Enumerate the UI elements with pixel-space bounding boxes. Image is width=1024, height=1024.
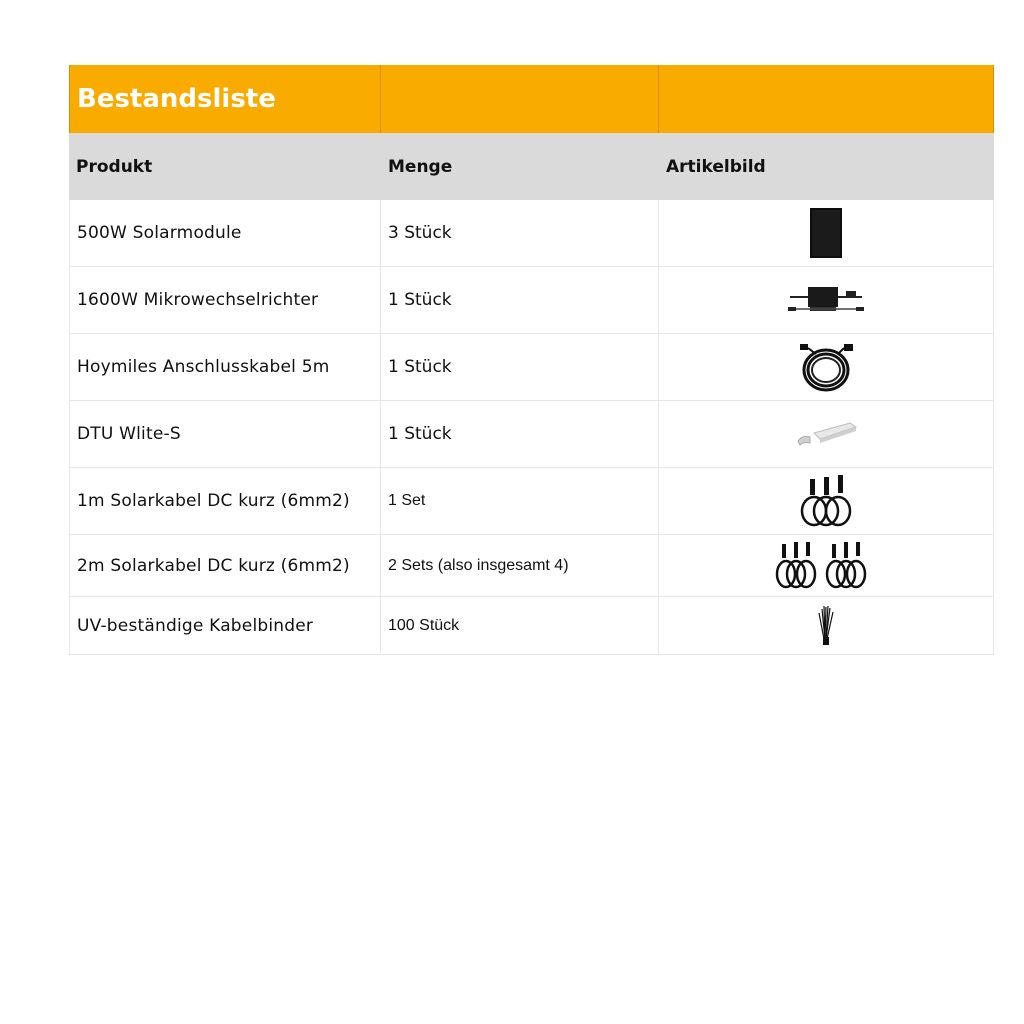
- microinverter-icon: [786, 283, 866, 317]
- product-cell: 1m Solarkabel DC kurz (6mm2): [69, 468, 381, 534]
- quantity-cell: 1 Set: [381, 468, 659, 534]
- column-header-quantity: Menge: [388, 156, 453, 177]
- table-row: [69, 267, 994, 334]
- image-cell: [659, 468, 994, 534]
- cable-coil-icon: [794, 340, 858, 394]
- product-cell: 2m Solarkabel DC kurz (6mm2): [69, 535, 381, 596]
- column-header-product: Produkt: [76, 156, 153, 177]
- product-cell: 1600W Mikrowechselrichter: [69, 267, 381, 333]
- solar-panel-icon: [809, 207, 843, 259]
- table-row: [69, 468, 994, 535]
- title-row: [69, 65, 994, 133]
- image-cell: [659, 597, 994, 654]
- table-title: Bestandsliste: [77, 84, 276, 114]
- title-cell-empty: [659, 65, 994, 133]
- column-header-image: Artikelbild: [666, 156, 766, 177]
- image-cell: [659, 334, 994, 400]
- quantity-cell: 3 Stück: [381, 200, 659, 266]
- dtu-stick-icon: [794, 419, 858, 449]
- solar-cable-double-set-icon: [774, 540, 878, 592]
- header-row: [69, 133, 994, 200]
- product-cell: Hoymiles Anschlusskabel 5m: [69, 334, 381, 400]
- quantity-cell: 1 Stück: [381, 334, 659, 400]
- table-row: [69, 597, 994, 655]
- product-cell: UV-beständige Kabelbinder: [69, 597, 381, 654]
- inventory-table: [69, 65, 994, 655]
- image-cell: [659, 200, 994, 266]
- product-cell: 500W Solarmodule: [69, 200, 381, 266]
- table-row: [69, 401, 994, 468]
- image-cell: [659, 535, 994, 596]
- quantity-cell: 1 Stück: [381, 267, 659, 333]
- table-row: [69, 535, 994, 597]
- quantity-cell: 1 Stück: [381, 401, 659, 467]
- cable-ties-icon: [816, 605, 836, 647]
- table-row: [69, 334, 994, 401]
- image-cell: [659, 401, 994, 467]
- image-cell: [659, 267, 994, 333]
- quantity-cell: 100 Stück: [381, 597, 659, 654]
- quantity-cell: 2 Sets (also insgesamt 4): [381, 535, 659, 596]
- product-cell: DTU Wlite-S: [69, 401, 381, 467]
- title-cell: [69, 65, 381, 133]
- table-row: [69, 200, 994, 267]
- solar-cable-set-icon: [796, 473, 856, 529]
- title-cell-empty: [381, 65, 659, 133]
